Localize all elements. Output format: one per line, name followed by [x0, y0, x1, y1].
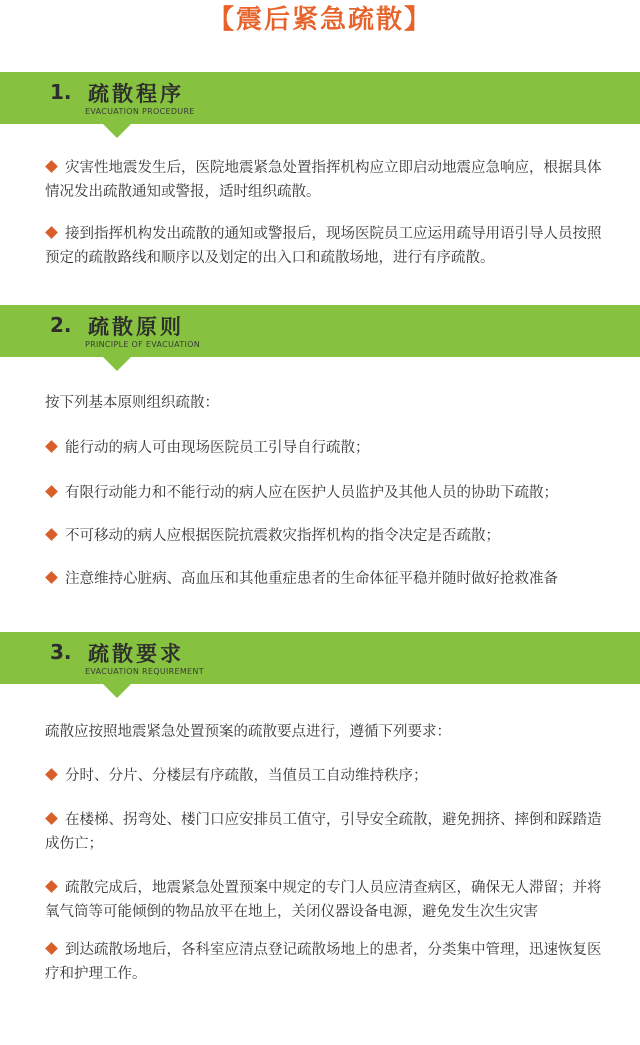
- band-pointer: [103, 124, 131, 138]
- section-header-principle: [0, 305, 640, 357]
- list-item: [45, 436, 605, 460]
- list-item: [45, 938, 605, 986]
- diamond-bullet-icon: [45, 160, 58, 173]
- list-item: [45, 156, 605, 204]
- list-item-text: 有限行动能力和不能行动的病人应在医护人员监护及其他人员的协助下疏散；: [65, 485, 558, 501]
- list-item: [45, 481, 605, 505]
- list-item-text: 能行动的病人可由现场医院员工引导自行疏散；: [65, 440, 370, 456]
- list-item: [45, 222, 605, 270]
- diamond-bullet-icon: [45, 768, 58, 781]
- list-item-text: 接到指挥机构发出疏散的通知或警报后，现场医院员工应运用疏导用语引导人员按照预定的疏散路线和顺序以及划定的出入口和疏散场地，进行有序疏散。: [45, 226, 602, 266]
- list-item-text: 不可移动的病人应根据医院抗震救灾指挥机构的指令决定是否疏散；: [65, 528, 500, 544]
- section-subtitle: EVACUATION REQUIREMENT: [85, 667, 204, 676]
- section-number: 2.: [50, 313, 72, 337]
- diamond-bullet-icon: [45, 226, 58, 239]
- list-item-text: 灾害性地震发生后，医院地震紧急处置指挥机构应立即启动地震应急响应，根据具体情况发出疏散通知或警报，适时组织疏散。: [45, 160, 602, 200]
- section-number: 3.: [50, 640, 72, 664]
- diamond-bullet-icon: [45, 528, 58, 541]
- diamond-bullet-icon: [45, 485, 58, 498]
- section-title: 疏散原则: [88, 315, 184, 339]
- diamond-bullet-icon: [45, 440, 58, 453]
- section-subtitle: PRINCIPLE OF EVACUATION: [85, 340, 201, 349]
- list-item: [45, 524, 605, 548]
- list-item: [45, 764, 605, 788]
- list-item: [45, 876, 605, 924]
- list-item-text: 疏散完成后，地震紧急处置预案中规定的专门人员应清查病区，确保无人滞留；并将氧气筒等可能倾倒的物品放平在地上，关闭仪器设备电源，避免发生次生灾害: [45, 880, 602, 920]
- list-item-text: 注意维持心脏病、高血压和其他重症患者的生命体征平稳并随时做好抢救准备: [65, 571, 558, 587]
- section-intro: 按下列基本原则组织疏散：: [45, 395, 219, 411]
- section-title: 疏散程序: [88, 82, 184, 106]
- list-item: [45, 567, 605, 591]
- diamond-bullet-icon: [45, 812, 58, 825]
- section-title: 疏散要求: [88, 642, 184, 666]
- section-header-procedure: [0, 72, 640, 124]
- diamond-bullet-icon: [45, 942, 58, 955]
- section-intro: 疏散应按照地震紧急处置预案的疏散要点进行，遵循下列要求：: [45, 724, 451, 740]
- band-pointer: [103, 357, 131, 371]
- list-item-text: 在楼梯、拐弯处、楼门口应安排员工值守，引导安全疏散，避免拥挤、摔倒和踩踏造成伤亡；: [45, 812, 602, 852]
- section-subtitle: EVACUATION PROCEDURE: [85, 107, 195, 116]
- list-item-text: 到达疏散场地后，各科室应清点登记疏散场地上的患者，分类集中管理，迅速恢复医疗和护理工作。: [45, 942, 602, 982]
- list-item: [45, 808, 605, 856]
- page-title: 【震后紧急疏散】: [207, 5, 432, 35]
- diamond-bullet-icon: [45, 571, 58, 584]
- band-pointer: [103, 684, 131, 698]
- section-header-requirement: [0, 632, 640, 684]
- list-item-text: 分时、分片、分楼层有序疏散，当值员工自动维持秩序；: [65, 768, 428, 784]
- section-number: 1.: [50, 80, 72, 104]
- diamond-bullet-icon: [45, 880, 58, 893]
